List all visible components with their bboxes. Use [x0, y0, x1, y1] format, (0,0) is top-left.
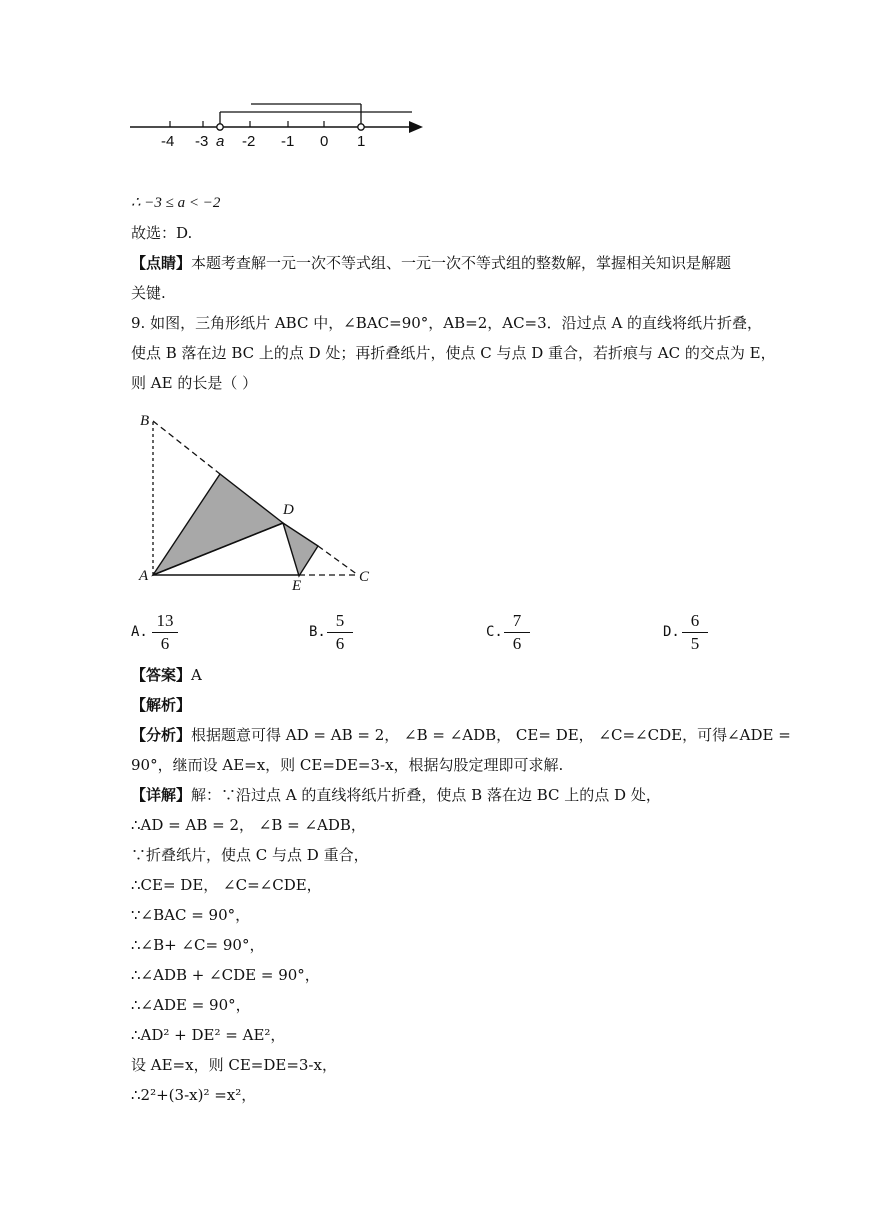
- numerator: 13: [156, 611, 174, 630]
- analysis-heading: 【解析】: [131, 696, 192, 714]
- denominator: 5: [690, 634, 700, 653]
- fenxi-line-2: 90°，继而设 AE=x，则 CE=DE=3-x，根据勾股定理即可求解.: [131, 756, 564, 774]
- fenxi-text-1: 根据题意可得 AD = AB = 2， ∠B = ∠ADB， CE= DE， ∠C=∠CDE，可得∠ADE =: [191, 726, 791, 744]
- xiangjie-text: 解：∵沿过点 A 的直线将纸片折叠，使点 B 落在边 BC 上的点 D 处，: [191, 786, 661, 804]
- dianjing-line-2: 关键.: [131, 284, 166, 302]
- tick-label: -2: [242, 133, 256, 150]
- question-9-line-3: 则 AE 的长是（ ）: [131, 374, 258, 392]
- dianjing-label: 【点睛】: [131, 254, 192, 272]
- fenxi-label: 【分析】: [131, 726, 192, 744]
- conclusion-line: ∴ −3 ≤ a < −2: [131, 195, 221, 211]
- answer-label: 【答案】: [131, 666, 192, 684]
- denominator: 6: [160, 634, 170, 653]
- option-a-letter: A.: [131, 624, 148, 640]
- tick-label: -3: [195, 133, 209, 150]
- option-d-letter: D.: [663, 624, 680, 640]
- xiangjie-line-10: ∴2²+(3-x)² =x²，: [131, 1086, 257, 1104]
- xiangjie-line-0: [131, 785, 661, 805]
- denominator: 6: [512, 634, 522, 653]
- xiangjie-line-6: ∴∠ADB + ∠CDE = 90°，: [131, 966, 320, 984]
- tick-label: 1: [357, 133, 366, 150]
- question-9-line-1: 9. 如图，三角形纸片 ABC 中，∠BAC=90°，AB=2，AC=3．沿过点 A 的直线将纸片折叠，: [131, 314, 763, 332]
- label-C: C: [359, 569, 370, 585]
- xiangjie-line-4: ∵∠BAC = 90°，: [131, 906, 251, 924]
- xiangjie-line-5: ∴∠B+ ∠C= 90°，: [131, 936, 265, 954]
- xiangjie-line-3: ∴CE= DE， ∠C=∠CDE，: [131, 876, 322, 894]
- numerator: 6: [690, 611, 700, 630]
- label-B: B: [140, 413, 150, 429]
- option-d-fraction: [682, 611, 708, 654]
- xiangjie-line-9: 设 AE=x，则 CE=DE=3-x，: [131, 1056, 337, 1074]
- xiangjie-label: 【详解】: [131, 786, 192, 804]
- tick-label: a: [216, 133, 225, 150]
- label-A: A: [139, 568, 149, 584]
- xiangjie-line-2: ∵折叠纸片，使点 C 与点 D 重合，: [131, 846, 369, 864]
- numerator: 5: [335, 611, 345, 630]
- xiangjie-line-1: ∴AD = AB = 2， ∠B = ∠ADB，: [131, 816, 366, 834]
- option-b-letter: B.: [309, 624, 326, 640]
- question-9-line-2: 使点 B 落在边 BC 上的点 D 处；再折叠纸片，使点 C 与点 D 重合，若折痕与 AC 的交点为 E，: [131, 344, 776, 362]
- number-line-figure: [125, 95, 435, 160]
- tick-label: -1: [281, 133, 295, 150]
- option-a-fraction: [152, 611, 178, 654]
- dianjing-line: [131, 253, 731, 273]
- xiangjie-line-7: ∴∠ADE = 90°，: [131, 996, 251, 1014]
- label-D: D: [283, 502, 294, 518]
- fenxi-line-1: [131, 725, 791, 745]
- numerator: 7: [512, 611, 522, 630]
- answer-value: A: [191, 666, 202, 684]
- triangle-figure: [130, 405, 380, 600]
- label-E: E: [292, 578, 302, 594]
- answer-line: [131, 665, 202, 685]
- choice-line: 故选：D.: [131, 224, 193, 242]
- xiangjie-line-8: ∴AD² + DE² = AE²，: [131, 1026, 286, 1044]
- option-b-fraction: [327, 611, 353, 654]
- option-c-fraction: [504, 611, 530, 654]
- denominator: 6: [335, 634, 345, 653]
- option-c-letter: C.: [486, 624, 503, 640]
- tick-label: 0: [320, 133, 329, 150]
- tick-label: -4: [161, 133, 175, 150]
- dianjing-text: 本题考查解一元一次不等式组、一元一次不等式组的整数解，掌握相关知识是解题: [191, 254, 732, 272]
